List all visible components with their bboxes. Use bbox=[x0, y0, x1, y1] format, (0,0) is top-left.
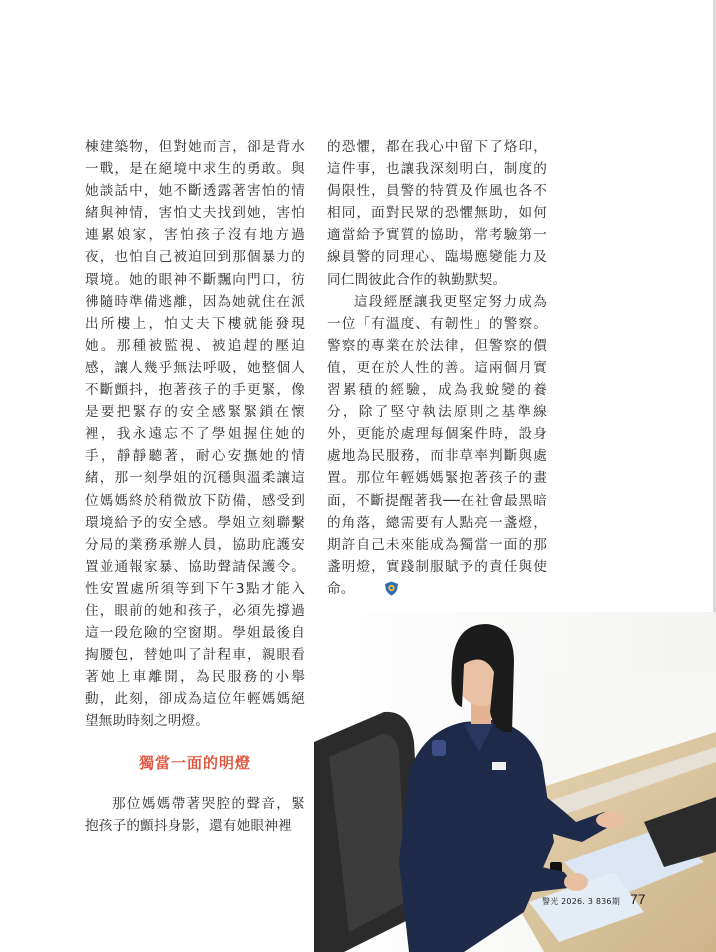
page-number: 77 bbox=[630, 891, 646, 907]
body-paragraph-with-end-mark bbox=[327, 291, 547, 600]
footer-publication: 警光 2026. 3 836期 bbox=[542, 897, 620, 906]
police-badge-icon bbox=[357, 581, 372, 596]
body-paragraph-text: 這段經歷讓我更堅定努力成為一位「有溫度、有韌性」的警察。警察的專業在於法律，但警察的價值，更在於人性的善。這兩個月實習累積的經驗，成為我蛻變的養分，除了堅守執法原則之基準線外，更能於處理每個案件時，設身處地為民服務，而非草率判斷與處置。那位年輕媽媽緊抱著孩子的畫面，不斷提醒著我──在社會最黑暗的角落，總需要有人點亮一盞燈，期許自己未來能成為獨當一面的那盞明燈，實踐制服賦予的責任與使命。 bbox=[327, 293, 547, 597]
left-column-continued bbox=[85, 793, 305, 837]
right-column bbox=[327, 136, 547, 600]
body-paragraph: 棟建築物，但對她而言，卻是背水一戰，是在絕境中求生的勇敢。與她談話中，她不斷透露著害怕的情緒與神情，害怕丈夫找到她，害怕連累娘家，害怕孩子沒有地方過夜，也怕自己被迫回到那個暴力的環境。她的眼神不斷飄向門口，彷彿隨時準備逃離，因為她就住在派出所樓上，怕丈夫下樓就能發現她。那種被監視、被追趕的壓迫感，讓人幾乎無法呼吸，她整個人不斷顫抖，抱著孩子的手更緊，像是要把緊存的安全感緊緊鎖在懷裡，我永遠忘不了學姐握住她的手，靜靜聽著，耐心安撫她的情緒，那一刻學姐的沉穩與溫柔讓這位媽媽終於稍微放下防備，感受到環境給予的安全感。學姐立刻聯繫分局的業務承辦人員，協助庇護安置並通報家暴、協助聲請保護令。性安置處所須等到下午3點才能入住，眼前的她和孩子，必須先撐過這一段危險的空窗期。學姐最後自掏腰包，替她叫了計程車，親眼看著她上車離開，為民服務的小舉動，此刻，卻成為這位年輕媽媽絕望無助時刻之明燈。 bbox=[85, 139, 305, 730]
body-paragraph: 那位媽媽帶著哭腔的聲音，緊抱孩子的顫抖身影，還有她眼神裡 bbox=[85, 796, 305, 835]
left-column bbox=[85, 136, 305, 733]
section-subheading: 獨當一面的明燈 bbox=[138, 754, 251, 772]
photo-officer-at-desk bbox=[314, 612, 716, 952]
body-paragraph: 的恐懼，都在我心中留下了烙印，這件事，也讓我深刻明白，制度的侷限性，員警的特質及作風也各不相同，面對民眾的恐懼無助，如何適當給予實質的協助，常考驗第一線員警的同理心、臨場應變能力及同仁間彼此合作的執勤默契。 bbox=[327, 139, 547, 288]
